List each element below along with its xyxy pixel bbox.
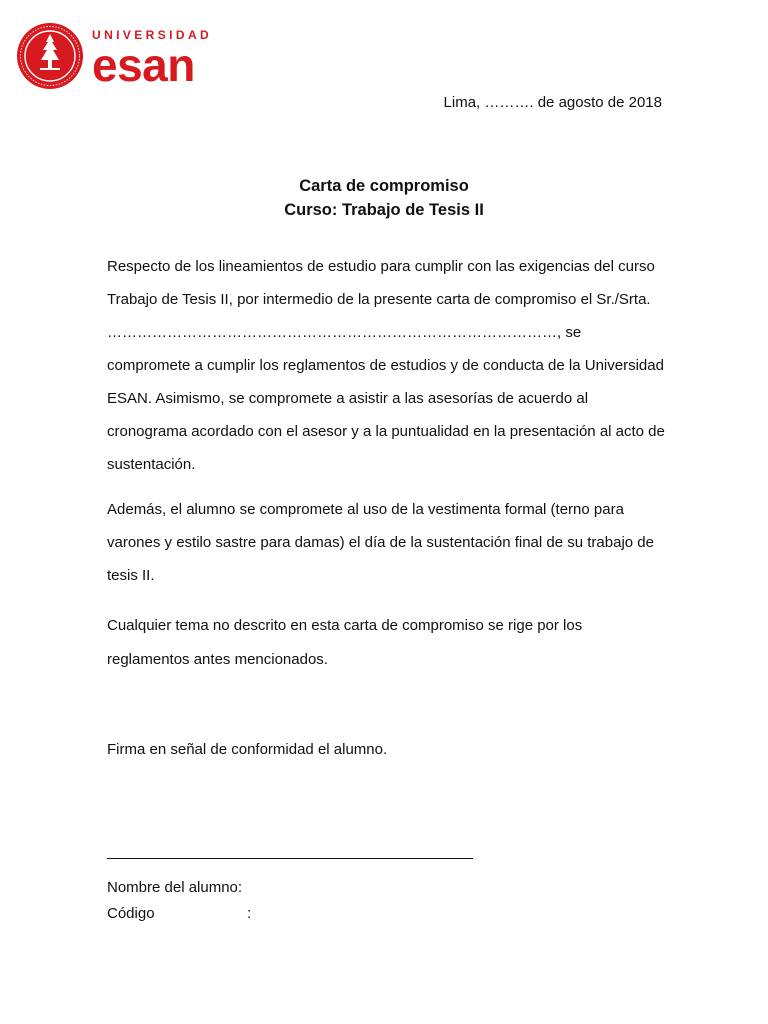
student-code-label-text: Código <box>107 905 155 922</box>
title-line-2: Curso: Trabajo de Tesis II <box>284 201 484 219</box>
document-title <box>0 174 768 222</box>
paragraph-text: Cualquier tema no descrito en esta carta de compromiso se rige por los reglamentos antes mencionados. <box>107 617 583 668</box>
university-seal-icon <box>16 22 84 90</box>
paragraph-text: Además, el alumno se compromete al uso de la vestimenta formal (terno para varones y estilo sastre para damas) el día de la sustentación final de su trabajo de tesis II. <box>107 501 654 584</box>
paragraph-dress-code <box>107 493 667 592</box>
student-code-colon: : <box>247 905 252 922</box>
brand-top-text: UNIVERSIDAD <box>92 28 213 42</box>
paragraph-text: Respecto de los lineamientos de estudio para cumplir con las exigencias del curso Trabajo de Tesis II, por intermedio de la presente carta de compromiso el Sr./Srta. ………………………………………………………………………………, se compromete a cumplir los reglamentos de estudios y de conducta de la Universidad ESAN. Asimismo, se compromete a asistir a las asesorías de acuerdo al cronograma acordado con el asesor y a la puntualidad en la presentación al acto de sustentación. <box>107 258 665 473</box>
brand-main-text: esan <box>92 39 195 91</box>
university-logo <box>16 22 226 94</box>
brand-wordmark <box>92 28 213 91</box>
paragraph-other-matters <box>107 609 667 677</box>
signature-note: Firma en señal de conformidad el alumno. <box>107 741 388 758</box>
student-code-label <box>107 903 252 925</box>
title-line-1: Carta de compromiso <box>299 177 469 195</box>
signature-line <box>107 858 473 859</box>
student-name-label <box>107 877 242 899</box>
student-name-label-text: Nombre del alumno: <box>107 879 243 896</box>
date-line: Lima, ………. de agosto de 2018 <box>443 94 662 111</box>
paragraph-commitment <box>107 250 667 481</box>
